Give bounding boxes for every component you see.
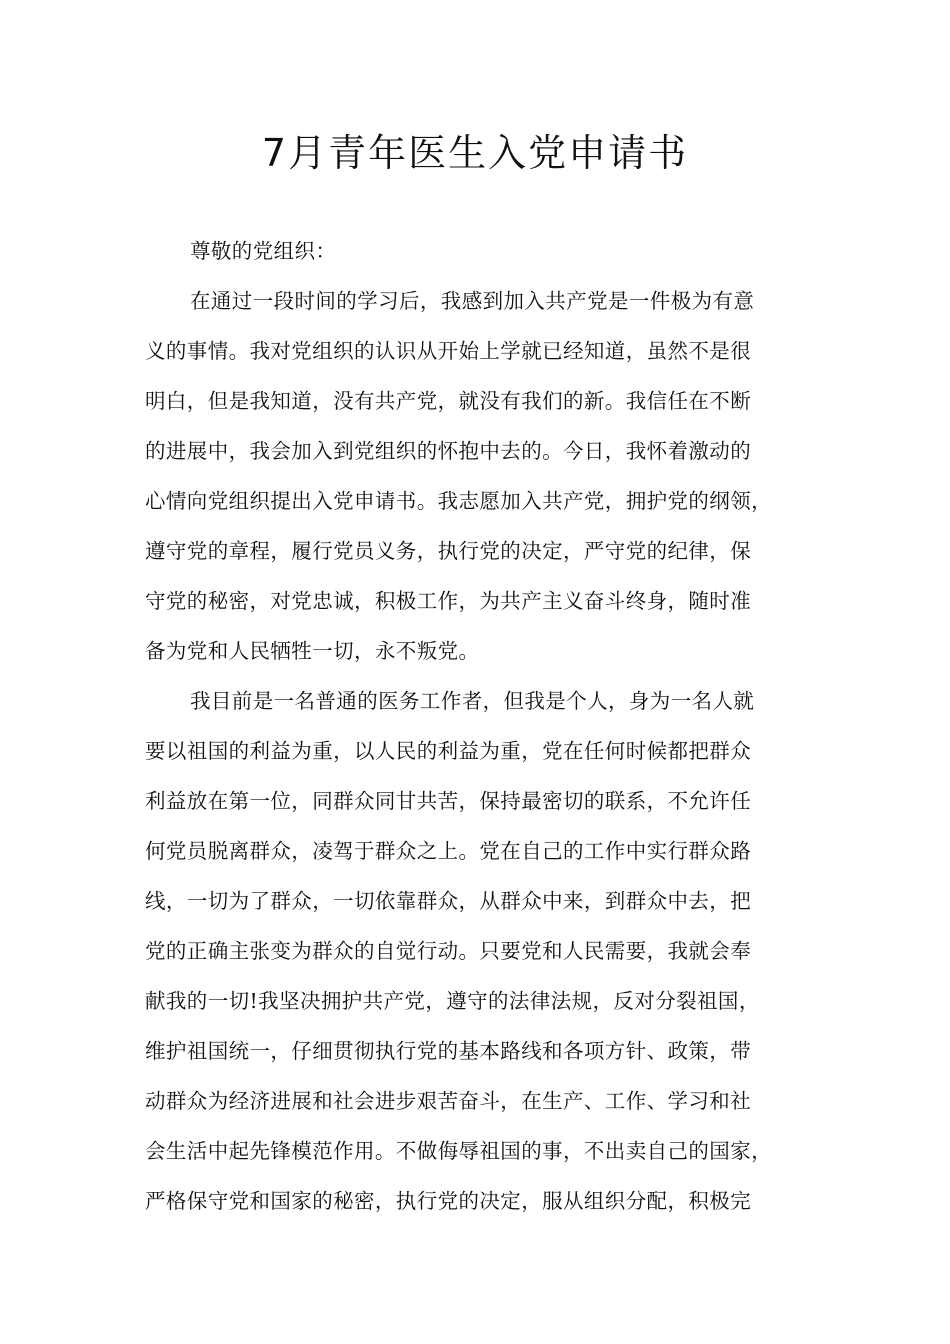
paragraph-1-line: 备为党和人民牺牲一切，永不叛党。: [145, 639, 480, 663]
paragraph-2-line: 线，一切为了群众，一切依靠群众，从群众中来，到群众中去，把: [145, 889, 752, 913]
document-title: 7月青年医生入党申请书: [261, 131, 689, 175]
paragraph-2-line: 会生活中起先锋模范作用。不做侮辱祖国的事，不出卖自己的国家，: [145, 1139, 772, 1163]
paragraph-1-line: 心情向党组织提出入党申请书。我志愿加入共产党，拥护党的纲领，: [145, 489, 772, 513]
paragraph-2-line: 维护祖国统一，仔细贯彻执行党的基本路线和各项方针、政策，带: [145, 1039, 752, 1063]
paragraph-2-line: 要以祖国的利益为重，以人民的利益为重，党在任何时候都把群众: [145, 739, 752, 763]
paragraph-1-line: 明白，但是我知道，没有共产党，就没有我们的新。我信任在不断: [145, 389, 752, 413]
paragraph-2-line: 我目前是一名普通的医务工作者，但我是个人，身为一名人就: [190, 689, 755, 713]
paragraph-2-line: 党的正确主张变为群众的自觉行动。只要党和人民需要，我就会奉: [145, 939, 752, 963]
paragraph-1-line: 义的事情。我对党组织的认识从开始上学就已经知道，虽然不是很: [145, 339, 752, 363]
paragraph-1-line: 在通过一段时间的学习后，我感到加入共产党是一件极为有意: [190, 289, 755, 313]
paragraph-2-line: 动群众为经济进展和社会进步艰苦奋斗，在生产、工作、学习和社: [145, 1089, 752, 1113]
paragraph-2-line: 何党员脱离群众，凌驾于群众之上。党在自己的工作中实行群众路: [145, 839, 752, 863]
paragraph-2-line: 严格保守党和国家的秘密，执行党的决定，服从组织分配，积极完: [145, 1189, 752, 1213]
paragraph-1-line: 遵守党的章程，履行党员义务，执行党的决定，严守党的纪律，保: [145, 539, 752, 563]
salutation: 尊敬的党组织：: [190, 239, 337, 263]
paragraph-2-line: 利益放在第一位，同群众同甘共苦，保持最密切的联系，不允许任: [145, 789, 752, 813]
paragraph-1-line: 的进展中，我会加入到党组织的怀抱中去的。今日，我怀着激动的: [145, 439, 752, 463]
paragraph-2-line: 献我的一切!我坚决拥护共产党，遵守的法律法规，反对分裂祖国，: [145, 989, 760, 1013]
paragraph-1-line: 守党的秘密，对党忠诚，积极工作，为共产主义奋斗终身，随时准: [145, 589, 752, 613]
